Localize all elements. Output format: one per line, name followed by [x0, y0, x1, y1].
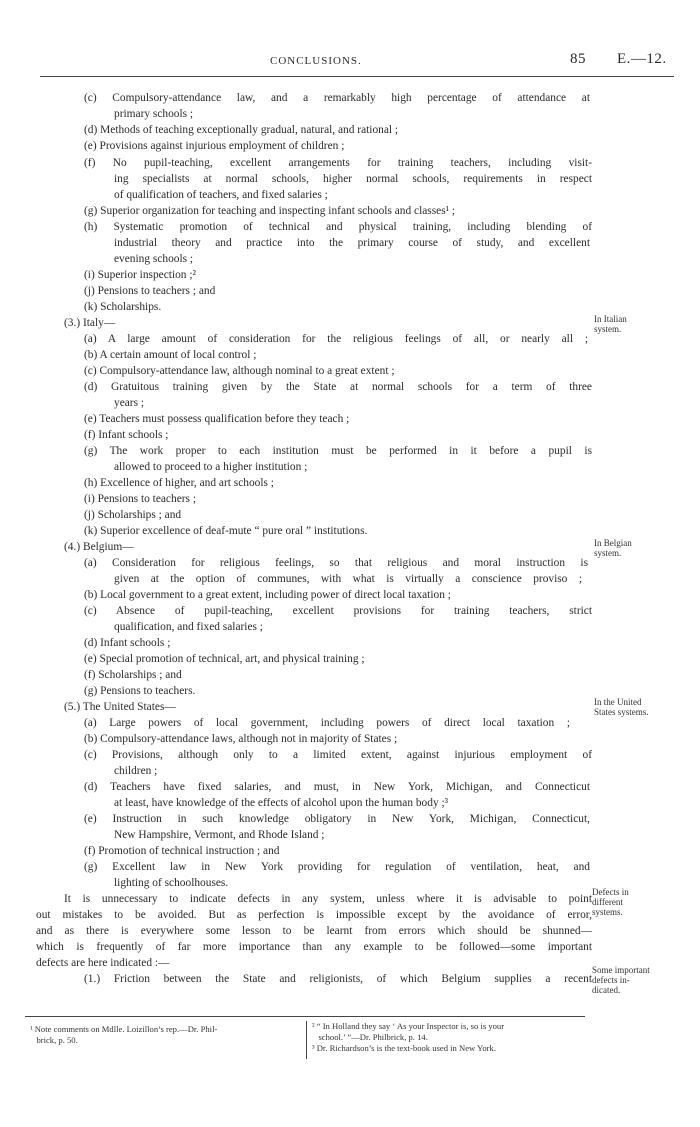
text-line: (d) Gratuitous training given by the State at normal schools for a term of three: [84, 381, 592, 393]
text-line: (a) A large amount of consideration for the religious feelings of all, or nearly all ;: [84, 333, 588, 345]
text-line: (f) Promotion of technical instruction ; and: [84, 845, 280, 857]
text-line: evening schools ;: [114, 253, 194, 265]
text-line: (d) Teachers have fixed salaries, and must, in New York, Michigan, and Connecticut: [84, 781, 590, 793]
text-line: (4.) Belgium—: [64, 541, 134, 553]
text-line: (b) A certain amount of local control ;: [84, 349, 257, 361]
header-rule: [40, 76, 674, 77]
text-line: (j) Pensions to teachers ; and: [84, 285, 216, 297]
text-line: (d) Infant schools ;: [84, 637, 171, 649]
text-line: (a) Consideration for religious feelings, so that religious and moral instruction is: [84, 557, 588, 569]
text-line: (g) Excellent law in New York providing for regulation of ventilation, heat, and: [84, 861, 590, 873]
text-line: (5.) The United States—: [64, 701, 176, 713]
text-line: (h) Systematic promotion of technical and physical training, including blending of: [84, 221, 592, 233]
text-line: (i) Pensions to teachers ;: [84, 493, 196, 505]
text-line: allowed to proceed to a higher institution ;: [114, 461, 308, 473]
footnote-divider: [306, 1021, 307, 1059]
margin-note: In Belgian system.: [594, 538, 632, 558]
footnote: ¹ Note comments on Mdlle. Loizillon’s rep.—Dr. Phil- brick, p. 50.: [30, 1024, 218, 1045]
text-line: (g) Superior organization for teaching and inspecting infant schools and classes¹ ;: [84, 205, 456, 217]
text-line: (c) Provisions, although only to a limited extent, against injurious employment of: [84, 749, 592, 761]
text-line: (b) Local government to a great extent, including power of direct local taxation ;: [84, 589, 451, 601]
text-line: (j) Scholarships ; and: [84, 509, 182, 521]
text-line: given at the option of communes, with what is virtually a conscience proviso ;: [114, 573, 582, 585]
margin-note: Some important defects in- dicated.: [592, 965, 650, 995]
text-line: (c) Compulsory-attendance law, and a remarkably high percentage of attendance at: [84, 92, 590, 104]
text-line: (f) No pupil-teaching, excellent arrangements for training teachers, including visit-: [84, 157, 592, 169]
text-line: children ;: [114, 765, 158, 777]
text-line: (1.) Friction between the State and religionists, of which Belgium supplies a recent: [84, 973, 592, 985]
text-line: which is frequently of far more importance than any example to be followed—some important: [36, 941, 592, 953]
text-line: (c) Compulsory-attendance law, although nominal to a great extent ;: [84, 365, 395, 377]
footnote: ² “ In Holland they say ‘ As your Inspector is, so is your school.’ ”—Dr. Philbrick, p. 14.: [312, 1021, 505, 1042]
text-line: years ;: [114, 397, 145, 409]
footnote: ³ Dr. Richardson’s is the text-book used in New York.: [312, 1043, 496, 1053]
text-line: (b) Compulsory-attendance laws, although not in majority of States ;: [84, 733, 398, 745]
text-line: (c) Absence of pupil-teaching, excellent provisions for training teachers, strict: [84, 605, 592, 617]
margin-note: In the United States systems.: [594, 697, 649, 717]
text-line: and as there is everywhere some lesson to be learnt from errors which should be shunned—: [36, 925, 592, 937]
text-line: of qualification of teachers, and fixed salaries ;: [114, 189, 328, 201]
text-line: lighting of schoolhouses.: [114, 877, 229, 889]
text-line: (d) Methods of teaching exceptionally gradual, natural, and rational ;: [84, 124, 399, 136]
text-line: (e) Teachers must possess qualification before they teach ;: [84, 413, 350, 425]
running-head: CONCLUSIONS.: [270, 55, 362, 67]
footnote-rule: [25, 1016, 585, 1017]
text-line: (k) Superior excellence of deaf-mute “ pure oral ” institutions.: [84, 525, 368, 537]
text-line: industrial theory and practice into the primary course of study, and excellent: [114, 237, 590, 249]
text-line: New Hampshire, Vermont, and Rhode Island ;: [114, 829, 325, 841]
text-line: (e) Provisions against injurious employment of children ;: [84, 140, 345, 152]
text-line: out mistakes to be avoided. But as perfection is impossible except by the avoidance of error,: [36, 909, 592, 921]
text-line: (f) Infant schools ;: [84, 429, 169, 441]
text-line: (a) Large powers of local government, including powers of direct local taxation ;: [84, 717, 570, 729]
text-line: (f) Scholarships ; and: [84, 669, 182, 681]
document-reference: E.—12.: [617, 51, 667, 67]
text-line: qualification, and fixed salaries ;: [114, 621, 263, 633]
text-line: (e) Instruction in such knowledge obligatory in New York, Michigan, Connecticut,: [84, 813, 590, 825]
text-line: It is unnecessary to indicate defects in any system, unless where it is advisable to point: [64, 893, 592, 905]
text-line: (i) Superior inspection ;²: [84, 269, 196, 281]
text-line: (g) The work proper to each institution must be performed in it before a pupil is: [84, 445, 592, 457]
text-line: primary schools ;: [114, 108, 194, 120]
margin-note: In Italian system.: [594, 314, 627, 334]
text-line: ing specialists at normal schools, higher normal schools, requirements in respect: [114, 173, 592, 185]
text-line: (h) Excellence of higher, and art schools ;: [84, 477, 274, 489]
text-line: (k) Scholarships.: [84, 301, 162, 313]
text-line: defects are here indicated :—: [36, 957, 170, 969]
text-line: (e) Special promotion of technical, art, and physical training ;: [84, 653, 365, 665]
text-line: (3.) Italy—: [64, 317, 116, 329]
page-number: 85: [570, 51, 586, 67]
margin-note: Defects in different systems.: [592, 887, 629, 917]
text-line: at least, have knowledge of the effects of alcohol upon the human body ;³: [114, 797, 449, 809]
text-line: (g) Pensions to teachers.: [84, 685, 196, 697]
